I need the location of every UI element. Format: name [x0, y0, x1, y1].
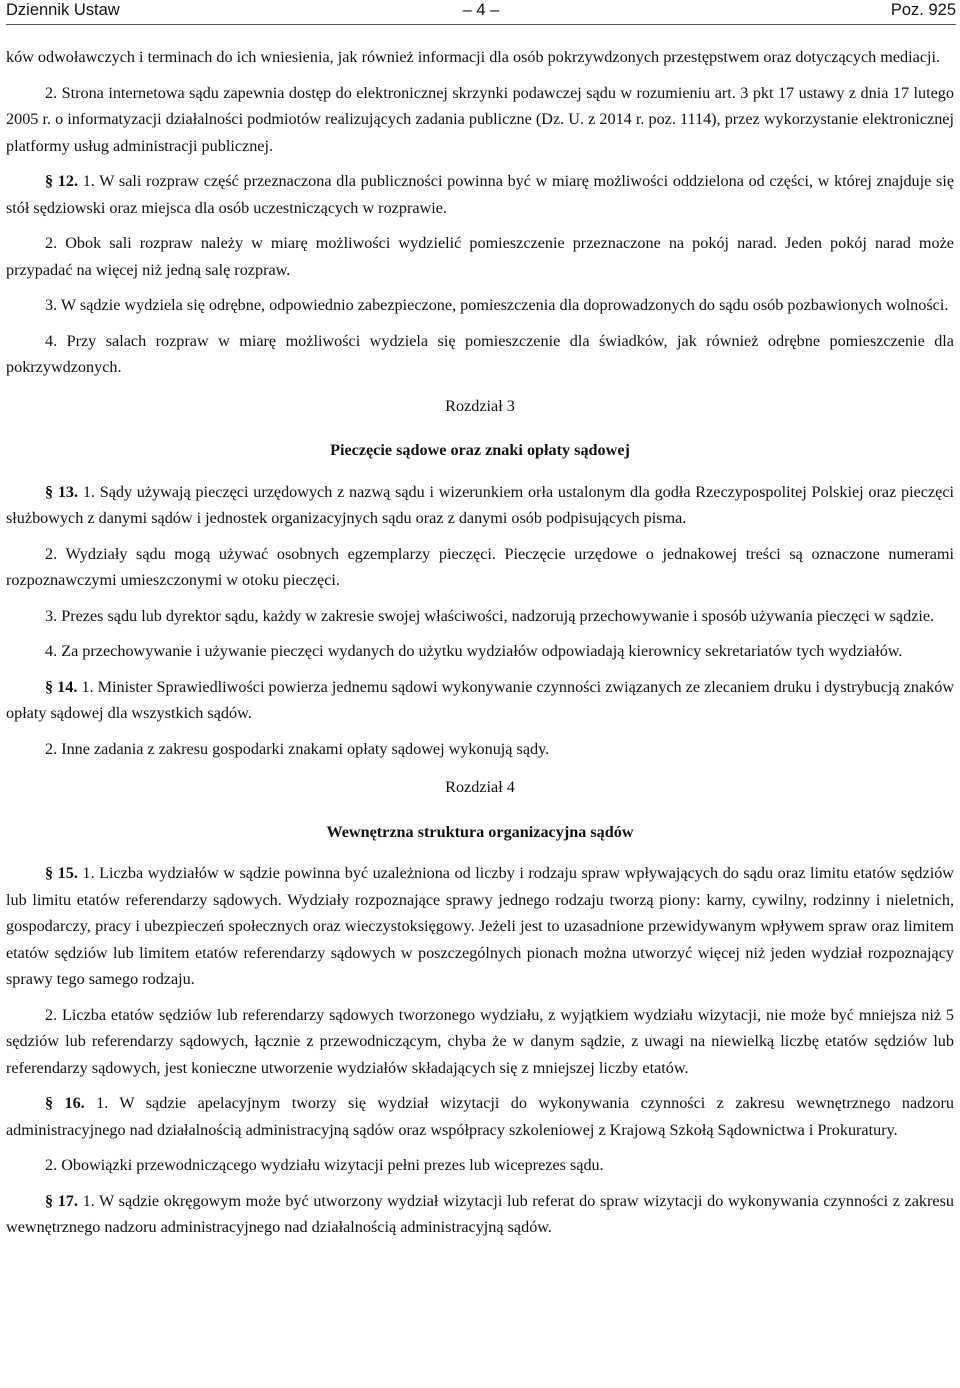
paragraph	[6, 230, 954, 283]
paragraph	[6, 80, 954, 160]
document-body	[6, 44, 954, 1250]
paragraph-text: 2. Inne zadania z zakresu gospodarki znakami opłaty sądowej wykonują sądy.	[45, 739, 550, 758]
paragraph-text: 4. Za przechowywanie i używanie pieczęci wydanych do użytku wydziałów odpowiadają kierownicy sekretariatów tych wydziałów.	[45, 642, 903, 660]
chapter-title: Pieczęcie sądowe oraz znaki opłaty sądowej	[330, 441, 630, 459]
paragraph	[6, 674, 954, 727]
paragraph	[6, 1188, 954, 1241]
paragraph-text: 1. Liczba wydziałów w sądzie powinna być uzależniona od liczby i rodzaju spraw wpływających do sądu oraz limitu etatów sędziów lub limitu etatów referendarzy sądowych. Wydziały rozpoznające sprawy jednego rodzaju tworzą piony: karny, cywilny, rodzinny i nieletnich, gospodarczy, pracy i ubezpieczeń społecznych oraz wieczystoksięgowy. Jeżeli jest to uzasadnione przewidywanym wpływem spraw oraz limitem etatów sędziów lub limitem etatów referendarzy sądowych w poszczególnych pionach można utworzyć więcej niż jeden wydział rozpoznający sprawy tego samego rodzaju.	[6, 864, 954, 988]
paragraph-text: 2. Strona internetowa sądu zapewnia dostęp do elektronicznej skrzynki podawczej sądu w rozumieniu art. 3 pkt 17 ustawy z dnia 17 lutego 2005 r. o informatyzacji działalności podmiotów realizujących zadania publiczne (Dz. U. z 2014 r. poz. 1114), przez wykorzystanie elektronicznej platformy usług administracji publicznej.	[6, 83, 954, 155]
paragraph-text: ków odwoławczych i terminach do ich wniesienia, jak również informacji dla osób pokrzywdzonych przestępstwem oraz dotyczących mediacji.	[6, 48, 941, 66]
paragraph-text: 2. Obok sali rozpraw należy w miarę możliwości wydzielić pomieszczenie przeznaczone na pokój narad. Jeden pokój narad może przypadać na więcej niż jedną salę rozpraw.	[6, 234, 954, 279]
paragraph	[6, 603, 954, 630]
paragraph	[6, 1002, 954, 1082]
section-number: § 15.	[45, 864, 78, 882]
paragraph-text: 4. Przy salach rozpraw w miarę możliwości wydziela się pomieszczenie dla świadków, jak również odrębne pomieszczenie dla pokrzywdzonych.	[6, 331, 954, 376]
paragraph	[6, 541, 954, 594]
section-number: § 13.	[45, 482, 79, 501]
position-number: Poz. 925	[890, 1, 956, 19]
paragraph-text: 1. Minister Sprawiedliwości powierza jednemu sądowi wykonywanie czynności związanych ze zlecaniem druku i dystrybucją znaków opłaty sądowej dla wszystkich sądów.	[6, 677, 955, 722]
paragraph-text: 1. W sądzie okręgowym może być utworzony wydział wizytacji lub referat do spraw wizytacji do wykonywania czynności z zakresu wewnętrznego nadzoru administracyjnego nad działalnością administracyjną sądów.	[6, 1191, 954, 1236]
paragraph	[6, 44, 954, 71]
paragraph-text: 3. W sądzie wydziela się odrębne, odpowiednio zabezpieczone, pomieszczenia dla doprowadzonych do sądu osób pozbawionych wolności.	[45, 296, 949, 314]
paragraph-text: 2. Obowiązki przewodniczącego wydziału wizytacji pełni prezes lub wiceprezes sądu.	[45, 1156, 604, 1174]
section-number: § 12.	[45, 172, 79, 190]
paragraph	[6, 860, 954, 993]
paragraph-text: 3. Prezes sądu lub dyrektor sądu, każdy w zakresie swojej właściwości, nadzorują przechowywanie i sposób używania pieczęci w sądzie.	[45, 606, 935, 625]
section-number: § 14.	[45, 677, 78, 696]
page-number: – 4 –	[462, 1, 500, 19]
section-number: § 17.	[45, 1191, 78, 1210]
paragraph-text: 2. Wydziały sądu mogą używać osobnych egzemplarzy pieczęci. Pieczęcie urzędowe o jednakowej treści są oznaczone numerami rozpoznawczymi umieszczonymi w otoku pieczęci.	[6, 544, 954, 589]
page-header	[6, 0, 956, 25]
chapter-heading: Rozdział 4	[445, 778, 515, 796]
paragraph	[6, 292, 954, 319]
paragraph	[6, 479, 954, 532]
paragraph	[6, 736, 954, 763]
paragraph	[6, 1152, 954, 1179]
paragraph-text: 1. W sądzie apelacyjnym tworzy się wydział wizytacji do wykonywania czynności z zakresu wewnętrznego nadzoru administracyjnego nad działalnością administracyjną sądów oraz współpracy szkoleniowej z Krajową Szkołą Sądownictwa i Prokuratury.	[6, 1094, 955, 1139]
paragraph	[6, 328, 954, 381]
chapter-title: Wewnętrzna struktura organizacyjna sądów	[326, 822, 634, 841]
paragraph	[6, 638, 954, 665]
journal-name: Dziennik Ustaw	[6, 1, 120, 19]
paragraph-text: 1. W sali rozpraw część przeznaczona dla publiczności powinna być w miarę możliwości oddzielona od części, w której znajduje się stół sędziowski oraz miejsca dla osób uczestniczących w rozprawie.	[6, 172, 954, 217]
paragraph-text: 2. Liczba etatów sędziów lub referendarzy sądowych tworzonego wydziału, z wyjątkiem wydziału wizytacji, nie może być mniejsza niż 5 sędziów lub referendarzy sądowych, łącznie z przewodniczącym, chyba że w danym sądzie, z uwagi na niewielką liczbę etatów sędziów lub referendarzy sądowych, jest konieczne utworzenie wydziałów składających się z mniejszej liczby etatów.	[6, 1005, 954, 1077]
paragraph	[6, 1090, 954, 1143]
section-number: § 16.	[45, 1094, 85, 1112]
paragraph-text: 1. Sądy używają pieczęci urzędowych z nazwą sądu i wizerunkiem orła ustalonym dla godła Rzeczypospolitej Polskiej oraz pieczęci służbowych z danymi sądów i jednostek organizacyjnych sądu oraz z danymi osób podpisujących pisma.	[6, 482, 955, 527]
paragraph	[6, 168, 954, 221]
chapter-heading: Rozdział 3	[445, 396, 515, 415]
